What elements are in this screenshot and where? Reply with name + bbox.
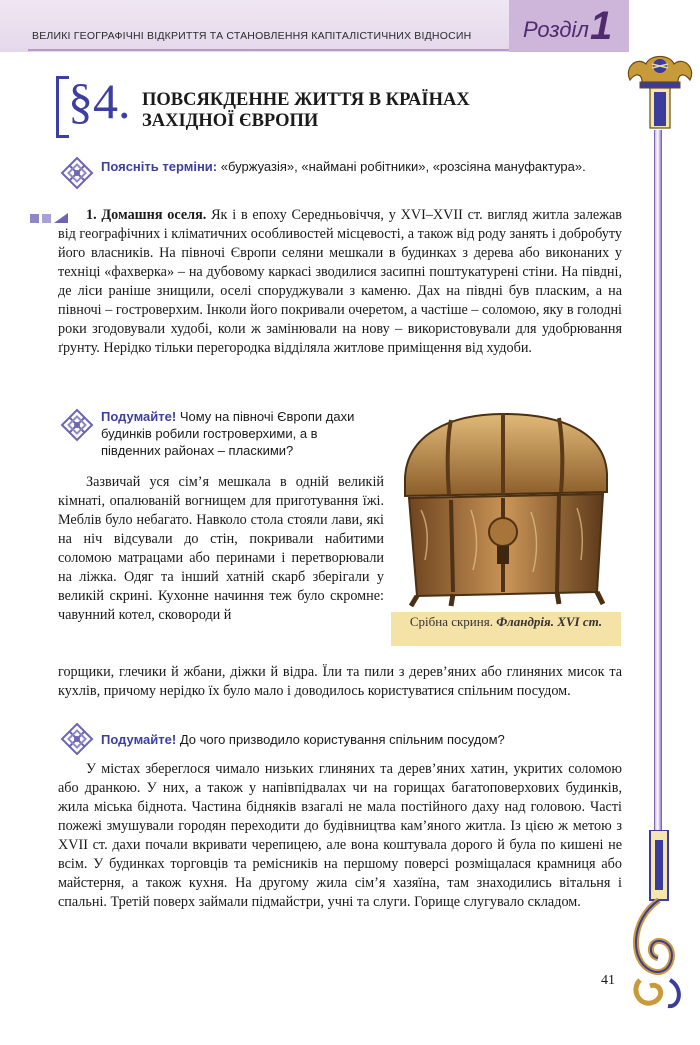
paragraph-1-heading: 1. Домашня оселя. bbox=[86, 207, 207, 223]
section-title-line2: ЗАХІДНОЇ ЄВРОПИ bbox=[142, 111, 319, 131]
terms-label: Поясніть терміни: bbox=[101, 159, 218, 174]
ornament-top-icon bbox=[624, 50, 696, 130]
vertical-rule bbox=[654, 130, 662, 830]
paragraph-1 bbox=[58, 206, 622, 358]
paragraph-2: Зазвичай уся сім’я мешкала в одній великій кімнаті, опалюваній вогнищем для приготування їжі. Меблів було небагато. Навколо стола стояли лави, які на ніч відсували до стін, покривали набитими соломою матрацами або перинами і перетворювали на ліжка. Одяг та інший хатній скарб зберігали у великій скрині. Кухонне начиння теж було скромне: чавунний котел, сковороди й bbox=[58, 474, 384, 623]
section-title-line1: ПОВСЯКДЕННЕ ЖИТТЯ В КРАЇНАХ bbox=[142, 90, 470, 110]
think-text: Чому на півночі Європи дахи будинків робили гостроверхими, а в південних районах – пласкими? bbox=[101, 409, 355, 458]
running-title: ВЕЛИКІ ГЕОГРАФІЧНІ ВІДКРИТТЯ ТА СТАНОВЛЕННЯ КАПІТАЛІСТИЧНИХ ВІДНОСИН bbox=[32, 30, 472, 42]
think-question-2 bbox=[101, 731, 621, 748]
think-question-1 bbox=[101, 408, 373, 459]
paragraph-1-text: Як і в епоху Середньовіччя, у XVI–XVII ст. вигляд житла залежав від географічних і кліматичних особливостей місцевості, а також від роду занять і добробуту його власників. На півночі Європи селяни мешкали в будинках з дерева або виконаних у техніці «фахверка» – на дубовому каркасі зводилися засипні поштукатурені стіни. На півдні, де ліси раніше знищили, оселі споруджували з каменю. Дах на півдні був пласким, а на півночі – гостроверхим. Інколи його покривали очеретом, а частіше – соломою, яку в голодні роки згодовували худобі, коли ж замінювали на нову – використовували для удобрювання ґрунту. Нерідко тільки перегородка відділяла житлове приміщення від худоби. bbox=[58, 207, 622, 356]
celtic-knot-icon bbox=[60, 722, 94, 756]
section-number: §4. bbox=[68, 73, 131, 129]
celtic-knot-icon bbox=[60, 156, 94, 190]
think-label: Подумайте! bbox=[101, 409, 177, 424]
celtic-knot-icon bbox=[60, 408, 94, 442]
chapter-label: Розділ bbox=[523, 17, 589, 42]
paragraph-2-continued: горщики, глечики й жбани, діжки й відра. Їли та пили з дерев’яних або глиняних мисок та кухлів, причому нерідко їх було мало і доводилось користуватися спільним посудом. bbox=[58, 664, 622, 699]
think-label: Подумайте! bbox=[101, 732, 177, 747]
chest-image bbox=[391, 400, 621, 612]
page-number: 41 bbox=[601, 973, 615, 988]
terms-text: «буржуазія», «наймані робітники», «розсіяна мануфактура». bbox=[220, 159, 586, 174]
section-title bbox=[142, 90, 482, 132]
caption-title: Срібна скриня. bbox=[409, 614, 493, 629]
paragraph-3: У містах збереглося чимало низьких глиняних та дерев’яних хатин, укритих соломою або дранкою. У них, а також у напівпідвалах чи на горищах багатоповерхових будинків, жила міська біднота. Частина бідняків взагалі не мала постійного даху над головою. Часті пожежі змушували городян переходити до будівництва кам’яного житла. Із цією ж метою з XVII ст. дахи почали вкривати черепицею, але вона коштувала дорого й була по кишені не всім. У будинках торговців та ремісників на першому поверсі розміщалася крамниця або майстерня, а також кухня. На другому жила сім’я хазяїна, там знаходились вітальня і спальні. Третій поверх займали підмайстри, учні та слуги. Горище слугувало складом. bbox=[58, 761, 622, 910]
terms-block bbox=[101, 157, 621, 176]
chapter-number: 1 bbox=[590, 4, 613, 48]
caption-origin: Фландрія. XVI ст. bbox=[496, 614, 603, 629]
ornament-bottom-icon bbox=[620, 830, 698, 1015]
think-text: До чого призводило користування спільним посудом? bbox=[179, 732, 505, 747]
image-caption bbox=[395, 614, 617, 629]
